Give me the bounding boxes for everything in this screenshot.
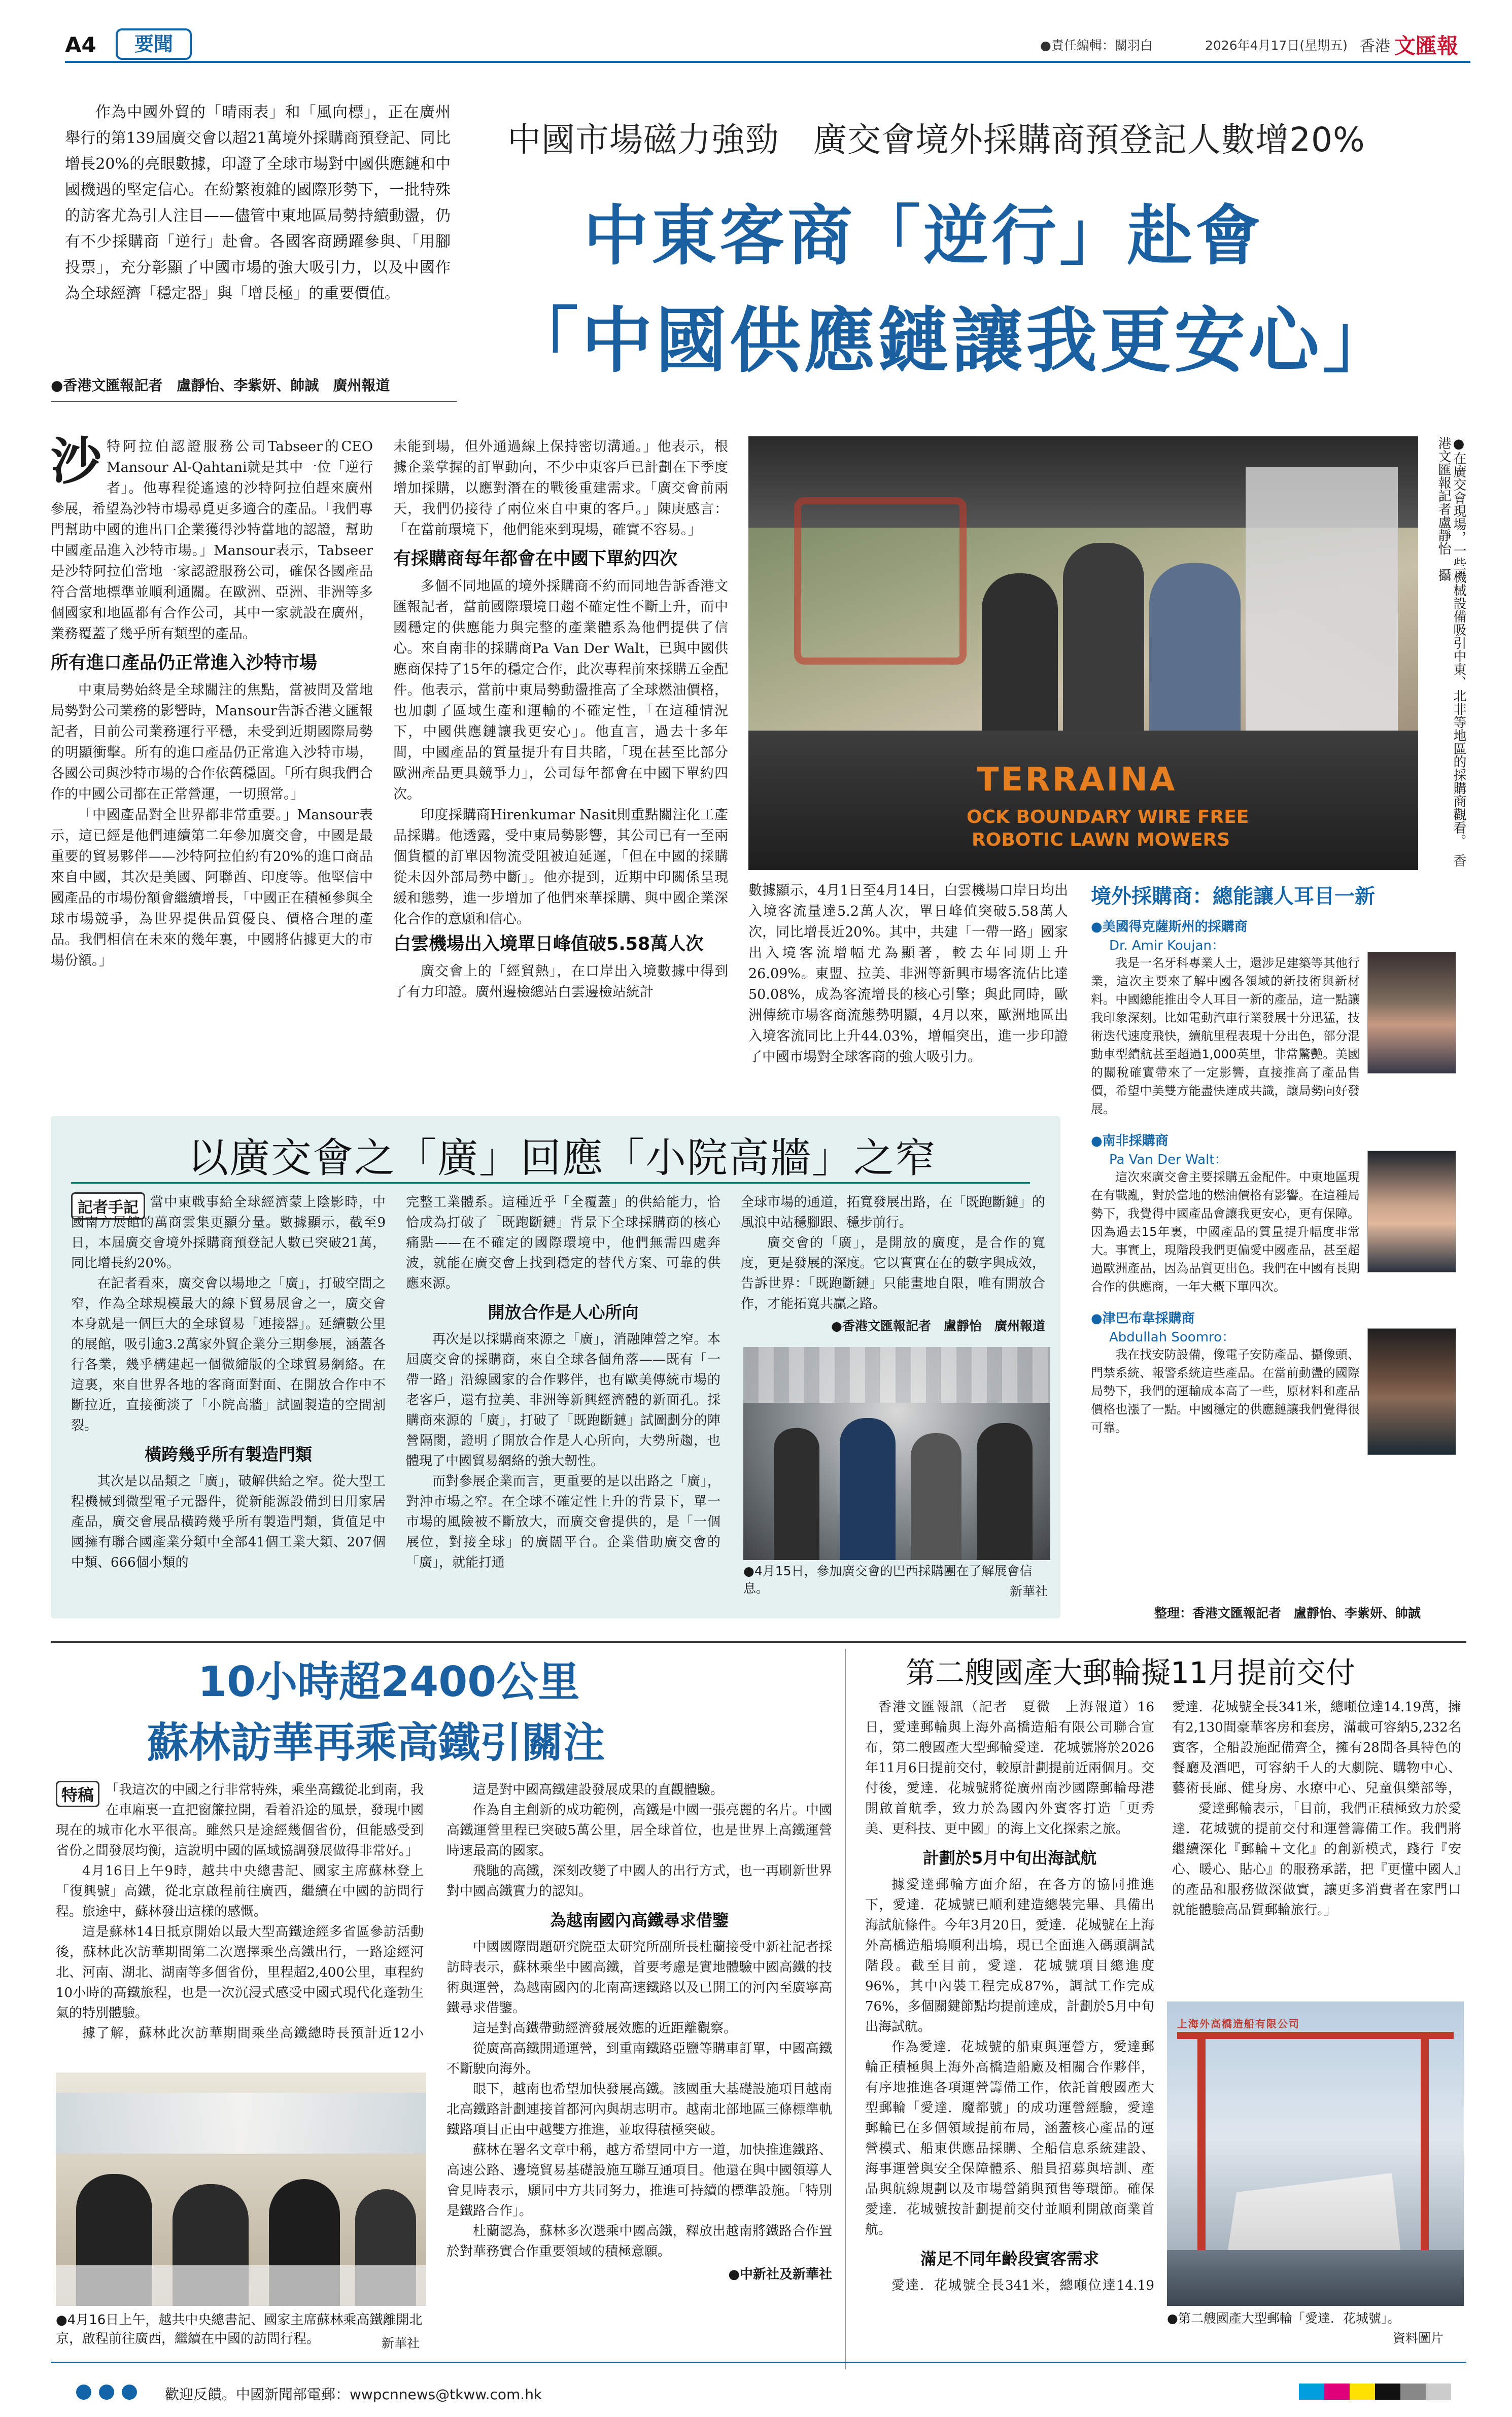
lead-headline-2: 「中國供應鏈讓我更安心」 [507, 299, 1397, 383]
buyer-quote-3-text: 我在找安防設備，像電子安防產品、攝像頭、門禁系統、報警系統這些產品。在當前動盪的國際局勢下，我們的運輸成本高了一些，原材料和產品價格也漲了一點。中國穩定的供應鏈讓我們覺得很可靠。 [1091, 1348, 1360, 1435]
buyer-quote-2-text: 這次來廣交會主要採購五金配件。中東地區現在有戰亂，對於當地的燃油價格有影響。在這種局勢下，我覺得中國產品會讓我更安心，更有保障。因為過去15年裏，中國產品的質量提升幅度非常大。事實上，現階段我們更偏愛中國產品，甚至超過歐洲產品，因為品質更出色。我們在中國有長期合作的供應商，一年大概下單四次。 [1091, 1170, 1360, 1294]
buyer-quote-1 [1091, 916, 1456, 1118]
rail-byline: ●中新社及新華社 [728, 2267, 832, 2282]
ship-subhead-1: 計劃於5月中旬出海試航 [922, 1848, 1097, 1868]
ship-p4: 愛達．花城號全長341米，總噸位達14.19萬，擁有2,130間豪華客房和套房，滿載可容納5,232名賓客，全船設施配備齊全，擁有28間各具特色的餐廳及酒吧，可容納千人的大劇院、購物中心、藝術長廊、健身房、水療中心、兒童俱樂部等， [1172, 1700, 1461, 1796]
lead-col1-p1: 特阿拉伯認證服務公司Tabseer的CEO Mansour Al-Qahtani就是其中一位「逆行者」。他專程從遙遠的沙特阿拉伯趕來廣州參展，希望為沙特市場尋覓更多適合的產品。「我們專門幫助中國的進出口企業獲得沙特當地的認證，幫助中國產品進入沙特市場。」Mansour表示，Tabseer是沙特阿拉伯當地一家認證服務公司，確保各國產品符合當地標準並順利通關。在歐洲、亞洲、非洲等多個國家和地區都有合作公司，其中一家就設在廣州，業務覆蓋了幾乎所有類型的產品。 [51, 439, 377, 642]
rail-col-2 [446, 1780, 832, 2283]
commentary-p1: 當中東戰事給全球經濟蒙上陰影時，中國南方展館的萬商雲集更顯分量。數據顯示，截至9日，本屆廣交會境外採購商預登記人數已突破21萬，同比增長約20%。 [71, 1195, 386, 1271]
section-divider [51, 1641, 1466, 1643]
rail-title-2: 蘇林訪華再乘高鐵引關注 [147, 1719, 605, 1767]
train-cabin-caption: ●4月16日上午，越共中央總書記、國家主席蘇林乘高鐵離開北京，啟程前往廣西，繼續在中國的訪問行程。 [56, 2312, 423, 2346]
paper-prefix: 香港 [1360, 38, 1390, 55]
page-number: A4 [65, 32, 96, 57]
brazil-delegation-credit: 新華社 [1010, 1584, 1048, 1599]
ship-p1: 香港文匯報訊（記者 夏微 上海報道）16日，愛達郵輪與上海外高橋造船有限公司聯合宣布，第二艘國產大型郵輪愛達．花城號將於2026年11月6日提前交付，較原計劃提前近兩個月。交付後，愛達．花城號將從廣州南沙國際郵輪母港開啟首航季，致力於為國內外賓客打造「更秀美、更科技、更中國」的海上文化探索之旅。 [865, 1700, 1154, 1837]
buyer-quote-1-label: ●美國得克薩斯州的採購商 [1091, 919, 1248, 935]
color-swatch-cyan [1299, 2384, 1324, 2400]
lead-column-1 [51, 431, 377, 971]
rail-p9: 這是對高鐵帶動經濟發展效應的近距離觀察。 [473, 2021, 737, 2036]
lead-byline: ●香港文匯報記者 盧靜怡、李紫妍、帥誠 廣州報道 [51, 377, 390, 394]
buyer-quotes-credit: 整理：香港文匯報記者 盧靜怡、李紫妍、帥誠 [1154, 1606, 1421, 1620]
buyer-quote-3 [1091, 1308, 1456, 1437]
rail-p4: 據了解，蘇林此次訪華期間乘坐高鐵總時長預計近12小 [82, 2026, 424, 2041]
lead-column-2 [393, 436, 728, 1003]
cruise-ship-photo [1167, 2001, 1464, 2306]
commentary-p6: 而對參展企業而言，更重要的是以出路之「廣」，對沖市場之窄。在全球不確定性上升的背景下，單一市場的風險被不斷放大，而廣交會提供的，是「一個展位，對接全球」的廣闊平台。企業借助廣交會的「廣」，就能打通 [406, 1474, 720, 1570]
rail-p3: 這是蘇林14日抵京開始以最大型高鐵途經多省區參訪活動後，蘇林此次訪華期間第二次選擇乘坐高鐵出行，一路途經河北、河南、湖北、湖南等多個省份，里程超2,400公里，車程約10小時的高鐵旅程，也是一次沉浸式感受中國式現代化蓬勃生氣的特別體驗。 [56, 1924, 424, 2021]
color-swatch-grey [1400, 2384, 1426, 2400]
commentary-subhead-2: 開放合作是人心所向 [488, 1302, 639, 1322]
header-rule [65, 61, 1470, 63]
ship-col-2 [1172, 1697, 1461, 1920]
rail-p6: 作為自主創新的成功範例，高鐵是中國一張亮麗的名片。中國高鐵運營里程已突破5萬公里，居全球首位，也是世界上高鐵運營時速最高的國家。 [446, 1803, 832, 1858]
shipyard-crane-text: 上海外高橋造船有限公司 [1177, 2018, 1300, 2030]
booth-sign-brand: TERRAINA [977, 761, 1177, 799]
rail-tag: 特稿 [56, 1781, 99, 1807]
train-cabin-credit: 新華社 [382, 2336, 420, 2351]
editor-credit: ●責任編輯：關羽白 [1040, 38, 1153, 53]
ship-p5: 愛達郵輪表示，「目前，我們正積極致力於愛達．花城號的提前交付和運營籌備工作。我們將繼續深化『郵輪＋文化』的創新模式，踐行『安心、暖心、貼心』的服務承諾，把『更懂中國人』的產品和服務做深做實，讓更多消費者在家門口就能體驗高品質郵輪旅行。」 [1172, 1801, 1461, 1918]
buyer-quote-1-name: Dr. Amir Koujan： [1109, 938, 1225, 953]
color-swatch-light [1426, 2384, 1451, 2400]
buyer-quote-2 [1091, 1130, 1456, 1296]
trade-fair-photo-caption: ●在廣交會現場，一些機械設備吸引中東、北非等地區的採購商觀看。 香港文匯報記者盧靜怡 攝 [1436, 436, 1466, 867]
section-badge: 要聞 [116, 28, 192, 60]
rail-p7: 飛馳的高鐵，深刻改變了中國人的出行方式，也一再刷新世界對中國高鐵實力的認知。 [446, 1863, 832, 1899]
train-cabin-photo [56, 2073, 426, 2306]
buyer-quote-1-text: 我是一名牙科專業人士，還涉足建築等其他行業，這次主要來了解中國各領域的新技術與新材料。中國總能推出令人耳目一新的產品，這一點讓我印象深刻。比如電動汽車行業發展十分迅猛，技術迭代速度飛快，續航里程表現十分出色，部分混動車型續航甚至超過1,000英里，非常驚艷。美國的關稅確實帶來了一定影響，直接推高了產品售價，希望中美雙方能盡快達成共識，讓局勢向好發展。 [1091, 956, 1360, 1116]
footer-rule [51, 2362, 1466, 2363]
rail-p13: 杜蘭認為，蘇林多次選乘中國高鐵，釋放出越南將鐵路合作置於對華務實合作重要領域的積極意願。 [446, 2224, 832, 2259]
buyer-quote-3-portrait [1367, 1328, 1456, 1455]
commentary-title-rule [71, 1182, 1030, 1184]
lead-col2-p3: 印度採購商Hirenkumar Nasit則重點關注化工產品採購。他透露，受中東局勢影響，其公司已有一至兩個貨櫃的訂單因物流受阻被迫延遲，「但在中國的採購從未因外部局勢中斷」。他亦提到，近期中印關係呈現緩和態勢，進一步增加了他們來華採購、與中國企業深化合作的意願和信心。 [393, 807, 728, 927]
commentary-col-1 [71, 1192, 386, 1573]
issue-date: 2026年4月17日(星期五) [1205, 38, 1348, 53]
dropcap: 沙 [51, 431, 101, 491]
commentary-p8: 廣交會的「廣」，是開放的廣度，是合作的寬度，更是發展的深度。它以實實在在的數字與成效，告訴世界：「既跑斷鏈」只能畫地自限，唯有開放合作，才能拓寬共贏之路。 [741, 1235, 1045, 1311]
lead-intro: 作為中國外貿的「晴雨表」和「風向標」，正在廣州舉行的第139屆廣交會以超21萬境外採購商預登記、同比增長20%的亮眼數據，印證了全球市場對中國供應鏈和中國機遇的堅定信心。在紛繁複雜的國際形勢下，一批特殊的訪客尤為引人注目——儘管中東地區局勢持續動盪，仍有不少採購商「逆行」赴會。各國客商踴躍參與、「用腳投票」，充分彰顯了中國市場的強大吸引力，以及中國作為全球經濟「穩定器」與「增長極」的重要價值。 [65, 103, 451, 302]
commentary-p5: 再次是以採購商來源之「廣」，消融陣營之窄。本屆廣交會的採購商，來自全球各個角落——既有「一帶一路」沿線國家的合作夥伴，也有歐美傳統市場的老客戶，還有拉美、非洲等新興經濟體的新面孔。採購商來源的「廣」，打破了「既跑斷鏈」試圖劃分的陣營隔閡，證明了開放合作是人心所向，大勢所趨，也體現了中國貿易網絡的強大韌性。 [406, 1332, 720, 1469]
commentary-p7: 全球市場的通道，拓寬發展出路，在「既跑斷鏈」的風浪中站穩腳跟、穩步前行。 [741, 1195, 1045, 1230]
commentary-tag: 記者手記 [71, 1192, 145, 1220]
footer-email-icon [122, 2385, 137, 2400]
buyer-quote-3-name: Abdullah Soomro： [1109, 1330, 1235, 1345]
color-swatch-black [1375, 2384, 1400, 2400]
buyer-quote-3-label: ●津巴布韋採購商 [1091, 1311, 1195, 1326]
lead-column-3 [748, 880, 1068, 1067]
commentary-col-3 [741, 1192, 1045, 1334]
paper-logo: 文匯報 [1394, 33, 1459, 58]
buyer-quotes [1091, 880, 1456, 1437]
ship-subhead-2: 滿足不同年齡段賓客需求 [920, 2249, 1099, 2268]
footer-feedback[interactable]: 歡迎反饋。中國新聞部電郵：wwpcnnews@tkww.com.hk [165, 2386, 542, 2403]
ship-col-1 [865, 1697, 1154, 2296]
bottom-column-rule [845, 1649, 846, 2369]
footer-icons [76, 2385, 152, 2401]
color-swatch-yellow [1350, 2384, 1375, 2400]
rail-subhead: 為越南國內高鐵尋求借鑒 [549, 1911, 729, 1930]
rail-p12: 蘇林在署名文章中稱，越方希望同中方一道，加快推進鐵路、高速公路、邊境貿易基礎設施互聯互通項目。他還在與中國領導人會見時表示，願同中方共同努力，推進可持續的標準設施。「特別是鐵路合作」。 [446, 2143, 832, 2219]
footer-weibo-icon [99, 2385, 114, 2400]
lead-col2-subhead-1: 有採購商每年都會在中國下單約四次 [393, 549, 678, 569]
cruise-ship-credit: 資料圖片 [1393, 2331, 1444, 2345]
commentary-p4: 完整工業體系。這種近乎「全覆蓋」的供給能力，恰恰成為打破了「既跑斷鏈」背景下全球採購商的核心痛點——在不確定的國際環境中，他們無需四處奔波，就能在廣交會上找到穩定的替代方案、可靠的供應來源。 [406, 1195, 720, 1291]
ship-title: 第二艘國產大郵輪擬11月提前交付 [906, 1655, 1355, 1690]
booth-sign-line1: OCK BOUNDARY WIRE FREE [967, 807, 1249, 827]
lead-col2-p1: 未能到場，但外通過線上保持密切溝通。」他表示，根據企業掌握的訂單動向，不少中東客戶已計劃在下季度增加採購，以應對潛在的戰後重建需求。「廣交會前兩天，我們仍接待了兩位來自中東的客戶。」陳庚感言：「在當前環境下，他們能來到現場，確實不容易。」 [393, 439, 728, 538]
commentary-p2: 在記者看來，廣交會以場地之「廣」，打破空間之窄，作為全球規模最大的線下貿易展會之一，廣交會本身就是一個巨大的全球貿易「連接器」。延續數公里的展館，吸引逾3.2萬家外貿企業分三期參展，涵蓋各行各業，幾乎構建起一個微縮版的全球貿易網絡。在這裏，來自世界各地的客商面對面、在開放合作中不斷拉近，直接衝淡了「小院高牆」試圖製造的空間割裂。 [71, 1276, 386, 1433]
lead-col1-p3: 「中國產品對全世界都非常重要。」Mansour表示，這已經是他們連續第二年參加廣交會，中國是最重要的貿易夥伴——沙特阿拉伯約有20%的進口商品來自中國，其次是美國、阿聯酋、印度等。他堅信中國產品的市場份額會繼續增長，「中國正在積極參與全球市場競爭，為世界提供品質優良、價格合理的產品。我們相信在未來的幾年裏，中國將佔據更大的市場份額。」 [51, 807, 373, 969]
rail-p1: 「我這次的中國之行非常特殊，乘坐高鐵從北到南，我在車廂裏一直把窗簾拉開，看着沿途的風景，發現中國現在的城市化水平很高。雖然只是途經幾個省份，但能感受到省份之間發展均衡，這說明中國的區域協調發展做得非常好。」 [56, 1782, 424, 1858]
rail-p5: 這是對中國高鐵建設發展成果的直觀體驗。 [473, 1782, 724, 1798]
ship-p4-start: 愛達．花城號全長341米，總噸位達14.19 [891, 2278, 1154, 2293]
lead-col2-p4: 廣交會上的「經貿熱」，在口岸出入境數據中得到了有力印證。廣州邊檢總站白雲邊檢站統計 [393, 963, 728, 1000]
lead-col1-subhead: 所有進口產品仍正常進入沙特市場 [51, 653, 318, 673]
rail-p2: 4月16日上午9時，越共中央總書記、國家主席蘇林登上「復興號」高鐵，從北京啟程前往廣西，繼續在中國的訪問行程。旅途中，蘇林發出這樣的感慨。 [56, 1863, 424, 1919]
ship-p2: 據愛達郵輪方面介紹，在各方的協同推進下，愛達．花城號已順利建造總裝完畢、具備出海試航條件。今年3月20日，愛達．花城號在上海外高橋造船塢順利出塢，現已全面進入碼頭調試階段。截至目前，愛達．花城號項目總進度96%，其中內裝工程完成87%，調試工作完成76%，多個關鍵節點均提前達成，計劃於5月中旬出海試航。 [865, 1877, 1154, 2034]
ship-p3: 作為愛達．花城號的船東與運營方，愛達郵輪正積極與上海外高橋造船廠及相關合作夥伴，有序地推進各項運營籌備工作，依託首艘國產大型郵輪「愛達．魔都號」的成功運營經驗，愛達郵輪已在多個領域提前布局，涵蓋核心產品的運營模式、船東供應品採購、全船信息系統建設、海事運營與安全保障體系、船員招募與培訓、產品與航線規劃以及市場營銷與預售等環節。確保愛達．花城號按計劃提前交付並順利開啟商業首航。 [865, 2040, 1154, 2237]
lead-col1-p2: 中東局勢始終是全球關注的焦點，當被問及當地局勢對公司業務的影響時，Mansour告訴香港文匯報記者，目前公司業務運行平穩，未受到近期國際局勢的明顯衝擊。所有的進口產品仍正常進入沙特市場，各國公司與沙特市場的合作依舊穩固。「所有與我們合作的中國公司都在正常營運，一切照常。」 [51, 682, 373, 802]
intro-rule [51, 401, 457, 402]
rail-p8: 中國國際問題研究院亞太研究所副所長杜蘭接受中新社記者採訪時表示，蘇林乘坐中國高鐵，首要考慮是實地體驗中國高鐵的技術與運營，為越南國內的北南高速鐵路以及已開工的河內至廣寧高鐵尋求借鑒。 [446, 1940, 832, 2016]
buyer-quote-2-label: ●南非採購商 [1091, 1133, 1169, 1149]
lead-headline-1: 中東客商「逆行」赴會 [583, 198, 1264, 274]
brazil-delegation-photo [743, 1347, 1050, 1560]
buyer-quote-2-portrait [1367, 1151, 1456, 1272]
cruise-ship-caption: ●第二艘國產大型郵輪「愛達．花城號」。 [1167, 2311, 1400, 2326]
commentary-title: 以廣交會之「廣」回應「小院高牆」之窄 [188, 1134, 937, 1182]
color-swatch-magenta [1324, 2384, 1350, 2400]
brazil-delegation-caption: ●4月15日，參加廣交會的巴西採購團在了解展會信息。 [743, 1564, 1033, 1596]
commentary-byline: ●香港文匯報記者 盧靜怡 廣州報道 [831, 1319, 1045, 1333]
lead-col2-p2: 多個不同地區的境外採購商不約而同地告訴香港文匯報記者，當前國際環境日趨不確定性不斷上升，而中國穩定的供應能力與完整的產業體系為他們提供了信心。來自南非的採購商Pa Van Der Walt，已與中國供應商保持了15年的穩定合作，此次專程前來採購五金配件。他表示，當前中東局勢動盪推高了全球燃油價格，也加劇了區域生產和運輸的不確定性，「在這種情況下，中國供應鏈讓我更安心」。他直言，過去十多年間，中國產品的質量提升有目共睹，「現在甚至比部分歐洲產品更具競爭力」，公司每年都會在中國下單約四次。 [393, 578, 728, 802]
commentary-subhead-1: 橫跨幾乎所有製造門類 [145, 1444, 312, 1464]
commentary-p3: 其次是以品類之「廣」，破解供給之窄。從大型工程機械到微型電子元器件，從新能源設備到日用家居產品，廣交會展品橫跨幾乎所有製造門類，貨值足中國擁有聯合國產業分類中全部41個工業大類、207個中類、666個小類的 [71, 1474, 386, 1570]
lead-col2-subhead-2: 白雲機場出入境單日峰值破5.58萬人次 [393, 934, 704, 954]
lead-col3-p1: 數據顯示，4月1日至4月14日，白雲機場口岸日均出入境客流量達5.2萬人次，單日峰值突破5.58萬人次，同比增長近20%。其中，共建「一帶一路」國家出入境客流增幅尤為顯著，較去年同期上升26.09%。東盟、拉美、非洲等新興市場客流佔比達50.08%，成為客流增長的核心引擎；與此同時，歐洲傳統市場客商流態勢明顯，4月以來，歐洲地區出入境客流同比上升44.03%，增幅突出，進一步印證了中國市場對全球客商的強大吸引力。 [748, 883, 1068, 1065]
rail-title-1: 10小時超2400公里 [198, 1658, 580, 1706]
booth-sign-line2: ROBOTIC LAWN MOWERS [972, 830, 1230, 850]
buyer-quote-1-portrait [1367, 952, 1456, 1074]
lead-kicker: 中國市場磁力強勁 廣交會境外採購商預登記人數增20% [507, 120, 1365, 159]
buyer-quote-2-name: Pa Van Der Walt： [1109, 1152, 1228, 1167]
color-registration-bar [1299, 2384, 1451, 2400]
rail-p11: 眼下，越南也希望加快發展高鐵。該國重大基礎設施項目越南北高鐵路計劃連接首都河內與胡志明市。越南北部地區三條標準軌鐵路項目正由中越雙方推進，並取得積極突破。 [446, 2082, 832, 2137]
trade-fair-photo [748, 436, 1418, 870]
rail-col-1 [56, 1780, 424, 2044]
footer-wechat-icon [76, 2385, 91, 2400]
rail-p10: 從廣高高鐵開通運營，到重南鐵路亞鹽等購車訂單，中國高鐵不斷駛向海外。 [446, 2041, 832, 2077]
commentary-col-2 [406, 1192, 720, 1573]
buyer-quotes-title: 境外採購商：總能讓人耳目一新 [1091, 885, 1375, 908]
